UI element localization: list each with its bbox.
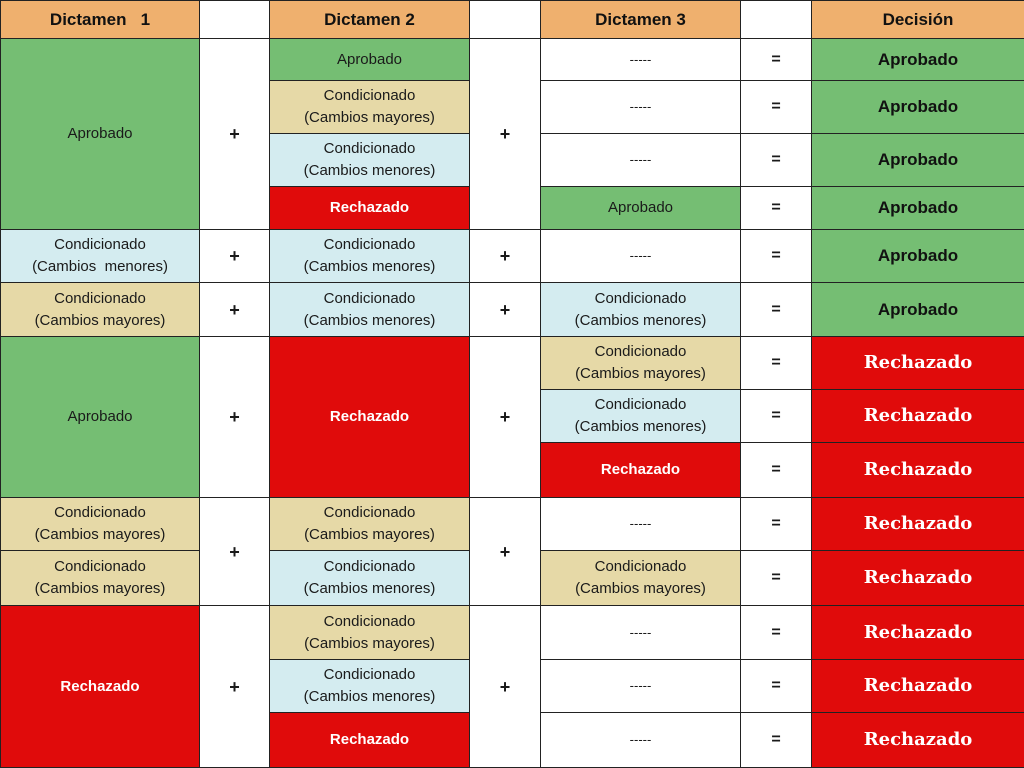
plus-sign: + (470, 606, 541, 768)
equals-sign: = (741, 390, 812, 443)
decision-cell: Aprobado (812, 230, 1024, 283)
dictamen-2-cell (270, 498, 470, 551)
dictamen-3-cell (541, 283, 741, 337)
decision-cell: Rechazado (812, 498, 1024, 551)
dictamen-1-cell: Aprobado (1, 337, 200, 498)
cambios-label: (Cambios mayores) (34, 311, 166, 329)
plus-sign: + (470, 337, 541, 498)
dictamen-2-cell (270, 230, 470, 283)
equals-sign: = (741, 443, 812, 498)
plus-sign: + (470, 283, 541, 337)
decision-cell: Aprobado (812, 39, 1024, 81)
dictamen-2-cell: Rechazado (270, 187, 470, 230)
dictamen-2-cell (270, 551, 470, 606)
header-blank (470, 1, 541, 39)
dictamen-3-cell: ----- (541, 713, 741, 768)
cambios-label: (Cambios menores) (303, 580, 436, 597)
cambios-label: (Cambios mayores) (304, 634, 435, 652)
cambios-label: (Cambios menores) (303, 258, 436, 275)
equals-sign: = (741, 551, 812, 606)
condicionado-label: Condicionado (323, 140, 416, 157)
plus-sign: + (470, 498, 541, 606)
plus-sign: + (470, 39, 541, 230)
plus-sign: + (470, 230, 541, 283)
dictamen-3-cell: Aprobado (541, 187, 741, 230)
dictamen-1-cell (1, 230, 200, 283)
condicionado-label: Condicionado (594, 343, 687, 360)
equals-sign: = (741, 81, 812, 134)
decision-cell: Aprobado (812, 283, 1024, 337)
decision-cell: Rechazado (812, 443, 1024, 498)
cambios-label: (Cambios mayores) (34, 526, 166, 543)
decision-cell: Rechazado (812, 337, 1024, 390)
decision-cell: Rechazado (812, 390, 1024, 443)
condicionado-label: Condicionado (323, 289, 416, 307)
decision-cell: Rechazado (812, 660, 1024, 713)
condicionado-label: Condicionado (54, 558, 146, 575)
decision-cell: Rechazado (812, 551, 1024, 606)
decision-cell: Aprobado (812, 81, 1024, 134)
cambios-label: (Cambios menores) (32, 258, 168, 275)
plus-sign: + (200, 39, 270, 230)
condicionado-label: Condicionado (323, 558, 416, 575)
cambios-label: (Cambios mayores) (304, 109, 435, 126)
equals-sign: = (741, 498, 812, 551)
header-blank (741, 1, 812, 39)
dictamen-2-cell (270, 81, 470, 134)
dictamen-3-cell: ----- (541, 498, 741, 551)
condicionado-label: Condicionado (54, 236, 146, 253)
cambios-label: (Cambios menores) (303, 688, 436, 705)
condicionado-label: Condicionado (323, 504, 416, 521)
dictamen-3-cell: ----- (541, 230, 741, 283)
plus-sign: + (200, 337, 270, 498)
dictamen-2-cell: Rechazado (270, 713, 470, 768)
decision-cell: Rechazado (812, 606, 1024, 660)
condicionado-label: Condicionado (54, 289, 146, 307)
plus-sign: + (200, 498, 270, 606)
dictamen-3-cell (541, 551, 741, 606)
condicionado-label: Condicionado (323, 666, 416, 683)
condicionado-label: Condicionado (594, 396, 687, 413)
dictamen-3-cell: ----- (541, 39, 741, 81)
dictamen-3-cell (541, 337, 741, 390)
dictamen-3-cell: ----- (541, 660, 741, 713)
dictamen-2-cell (270, 283, 470, 337)
cambios-label: (Cambios mayores) (304, 526, 435, 543)
equals-sign: = (741, 230, 812, 283)
dictamen-2-cell: Rechazado (270, 337, 470, 498)
condicionado-label: Condicionado (594, 289, 687, 307)
cambios-label: (Cambios menores) (574, 311, 707, 329)
header-dictamen-2: Dictamen 2 (270, 1, 470, 39)
dictamen-3-cell: ----- (541, 134, 741, 187)
dictamen-2-cell (270, 606, 470, 660)
dictamen-3-cell: ----- (541, 81, 741, 134)
equals-sign: = (741, 39, 812, 81)
header-blank (200, 1, 270, 39)
decision-cell: Aprobado (812, 187, 1024, 230)
header-dictamen-1: Dictamen 1 (1, 1, 200, 39)
dictamen-1-cell (1, 551, 200, 606)
dictamen-2-cell: Aprobado (270, 39, 470, 81)
dictamen-1-cell: Rechazado (1, 606, 200, 768)
dictamen-2-cell (270, 660, 470, 713)
decision-cell: Aprobado (812, 134, 1024, 187)
equals-sign: = (741, 337, 812, 390)
plus-sign: + (200, 606, 270, 768)
plus-sign: + (200, 283, 270, 337)
condicionado-label: Condicionado (323, 236, 416, 253)
cambios-label: (Cambios menores) (303, 162, 436, 179)
decision-cell: Rechazado (812, 713, 1024, 768)
cambios-label: (Cambios menores) (574, 418, 707, 435)
equals-sign: = (741, 713, 812, 768)
condicionado-label: Condicionado (323, 87, 416, 104)
dictamen-1-cell (1, 498, 200, 551)
plus-sign: + (200, 230, 270, 283)
equals-sign: = (741, 283, 812, 337)
condicionado-label: Condicionado (54, 504, 146, 521)
equals-sign: = (741, 134, 812, 187)
dictamen-3-cell: Rechazado (541, 443, 741, 498)
equals-sign: = (741, 187, 812, 230)
dictamen-1-cell: Aprobado (1, 39, 200, 230)
cambios-label: (Cambios mayores) (34, 580, 166, 597)
header-dictamen-3: Dictamen 3 (541, 1, 741, 39)
condicionado-label: Condicionado (323, 612, 416, 630)
dictamen-3-cell (541, 390, 741, 443)
dictamen-1-cell (1, 283, 200, 337)
equals-sign: = (741, 660, 812, 713)
condicionado-label: Condicionado (594, 558, 687, 575)
cambios-label: (Cambios menores) (303, 311, 436, 329)
cambios-label: (Cambios mayores) (575, 580, 706, 597)
dictamen-2-cell (270, 134, 470, 187)
cambios-label: (Cambios mayores) (575, 365, 706, 382)
header-decision: Decisión (812, 1, 1024, 39)
equals-sign: = (741, 606, 812, 660)
dictamen-3-cell: ----- (541, 606, 741, 660)
